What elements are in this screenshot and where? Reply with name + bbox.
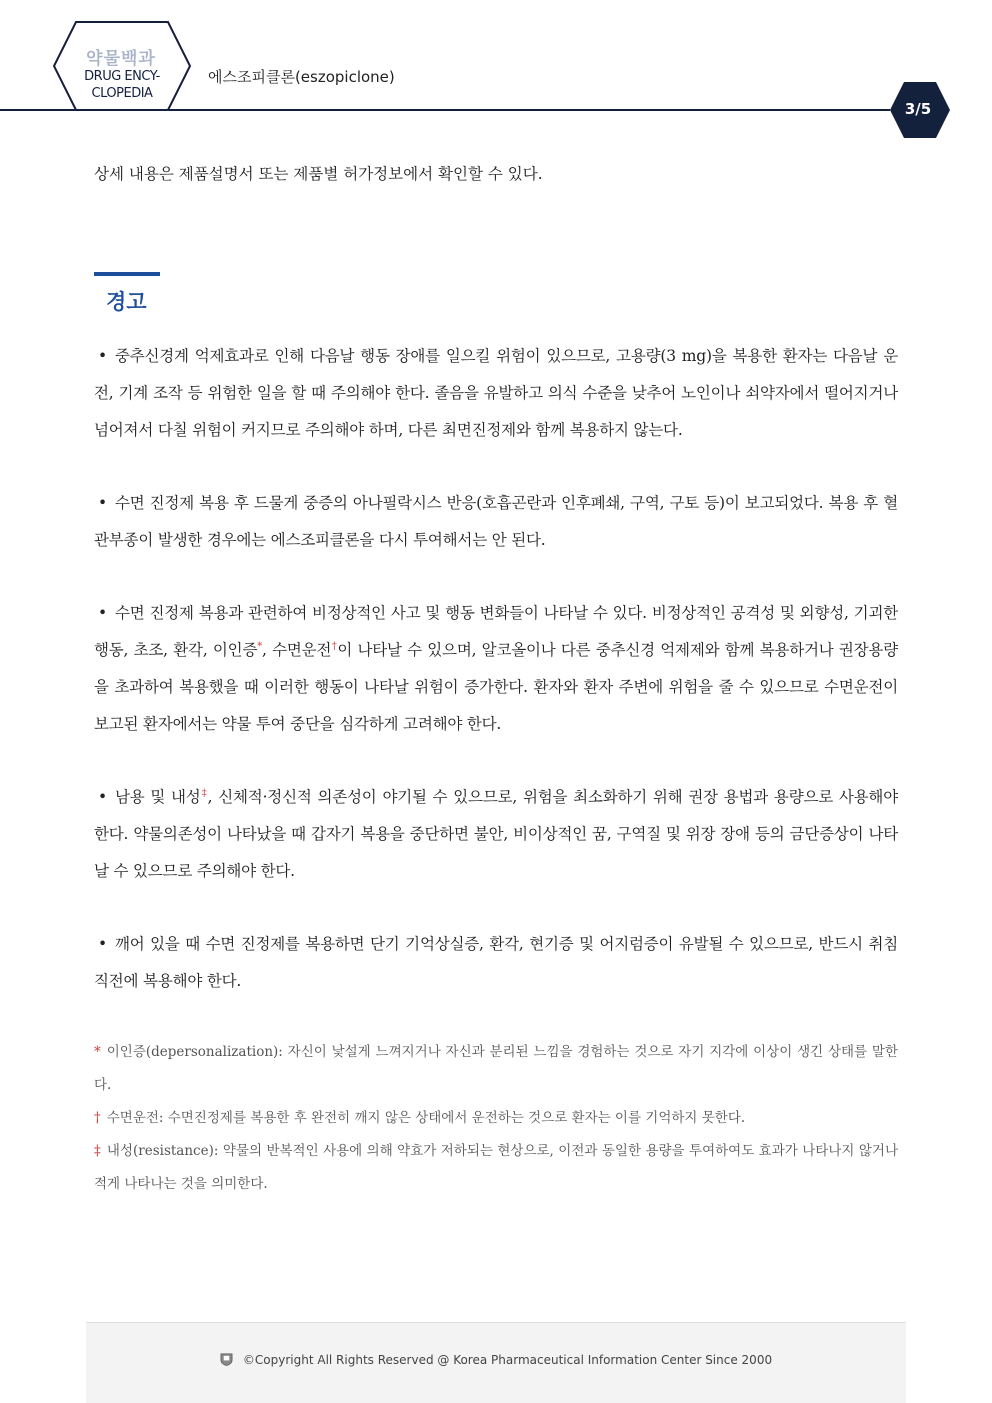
footnote-mark: ‡ [94, 1143, 101, 1159]
logo-english-line1: DRUG ENCY- [84, 69, 160, 84]
footnote-text: 수면운전: 수면진정제를 복용한 후 완전히 깨지 않은 상태에서 운전하는 것으로 환자는 이를 기억하지 못한다. [106, 1110, 746, 1126]
footnote-mark: † [94, 1110, 101, 1126]
footnote-text: 내성(resistance): 약물의 반복적인 사용에 의해 약효가 저하되는 현상으로, 이전과 동일한 용량을 투여하여도 효과가 나타나지 않거나 적게 나타나는 것을 의미한다. [94, 1143, 899, 1192]
warning-text: 깨어 있을 때 수면 진정제를 복용하면 단기 기억상실증, 환각, 현기증 및 어지럼증이 유발될 수 있으므로, 반드시 취침 직전에 복용해야 한다. [94, 935, 898, 990]
footnote-mark: † [331, 640, 338, 652]
page-number: 3/5 [904, 100, 932, 118]
bullet: • [98, 347, 107, 365]
warning-text: 수면 진정제 복용 후 드물게 중증의 아나필락시스 반응(호흡곤란과 인후폐쇄, 구역, 구토 등)이 보고되었다. 복용 후 혈관부종이 발생한 경우에는 에스조피클론을 다시 투여해서는 안 된다. [94, 494, 898, 549]
logo-english [58, 68, 186, 102]
section-accent-bar [94, 272, 160, 276]
footnotes [94, 1036, 898, 1201]
bullet: • [98, 604, 107, 622]
page-footer [86, 1322, 906, 1403]
warning-list [94, 338, 898, 1000]
footnote [94, 1135, 898, 1201]
footnote-mark: * [94, 1044, 101, 1060]
bullet: • [98, 935, 107, 953]
bullet: • [98, 494, 107, 512]
copyright-text: ©Copyright All Rights Reserved @ Korea Pharmaceutical Information Center Since 2000 [242, 1353, 773, 1367]
footnote-text: 이인증(depersonalization): 자신이 낯설게 느껴지거나 자신과 분리된 느낌을 경험하는 것으로 자기 지각에 이상이 생긴 상태를 말한다. [94, 1044, 898, 1093]
warning-item [94, 595, 898, 743]
warning-item [94, 926, 898, 1000]
warning-text: 수면 진정제 복용과 관련하여 비정상적인 사고 및 행동 변화들이 나타날 수 있다. 비정상적인 공격성 및 외향성, 기괴한 행동, 초조, 환각, 이인증 [94, 604, 898, 659]
bullet: • [98, 788, 107, 806]
warning-text: , 수면운전 [262, 641, 332, 659]
intro-text: 상세 내용은 제품설명서 또는 제품별 허가정보에서 확인할 수 있다. [94, 165, 543, 183]
main-content [94, 150, 898, 1201]
footer-line [86, 1353, 906, 1367]
logo-english-line2: CLOPEDIA [91, 86, 153, 101]
logo-korean: 약물백과 [86, 49, 156, 69]
document-title: 에스조피클론(eszopiclone) [208, 68, 395, 86]
warning-text: , 신체적·정신적 의존성이 야기될 수 있으므로, 위험을 최소화하기 위해 권장 용법과 용량으로 사용해야 한다. 약물의존성이 나타났을 때 갑자기 복용을 중단하면 불안, 비이상적인 꿈, 구역질 및 위장 장애 등의 금단증상이 나타날 수 있으므로 주의해야 한다. [94, 788, 898, 880]
footnote-mark: * [257, 640, 263, 652]
footnote [94, 1036, 898, 1102]
footnote-mark: ‡ [200, 787, 208, 799]
page-header [0, 0, 992, 140]
section-title: 경고 [106, 290, 147, 314]
warning-text: 이 나타날 수 있으며, 알코올이나 다른 중추신경 억제제와 함께 복용하거나 권장용량을 초과하여 복용했을 때 이러한 행동이 나타날 위험이 증가한다. 환자와 환자 주변에 위험을 줄 수 있으므로 수면운전이 보고된 환자에서는 약물 투여 중단을 심각하게 고려해야 한다. [94, 641, 898, 733]
shield-emblem-icon [220, 1353, 233, 1366]
warning-item [94, 779, 898, 890]
warning-item [94, 338, 898, 449]
warning-text: 중추신경계 억제효과로 인해 다음날 행동 장애를 일으킬 위험이 있으므로, 고용량(3 mg)을 복용한 환자는 다음날 운전, 기계 조작 등 위험한 일을 할 때 주의해야 한다. 졸음을 유발하고 의식 수준을 낮추어 노인이나 쇠약자에서 떨어지거나 넘어져서 다칠 위험이 커지므로 주의해야 하며, 다른 최면진정제와 함께 복용하지 않는다. [94, 347, 898, 439]
footnote [94, 1102, 898, 1135]
warning-item [94, 485, 898, 559]
warning-text: 남용 및 내성 [114, 788, 201, 806]
